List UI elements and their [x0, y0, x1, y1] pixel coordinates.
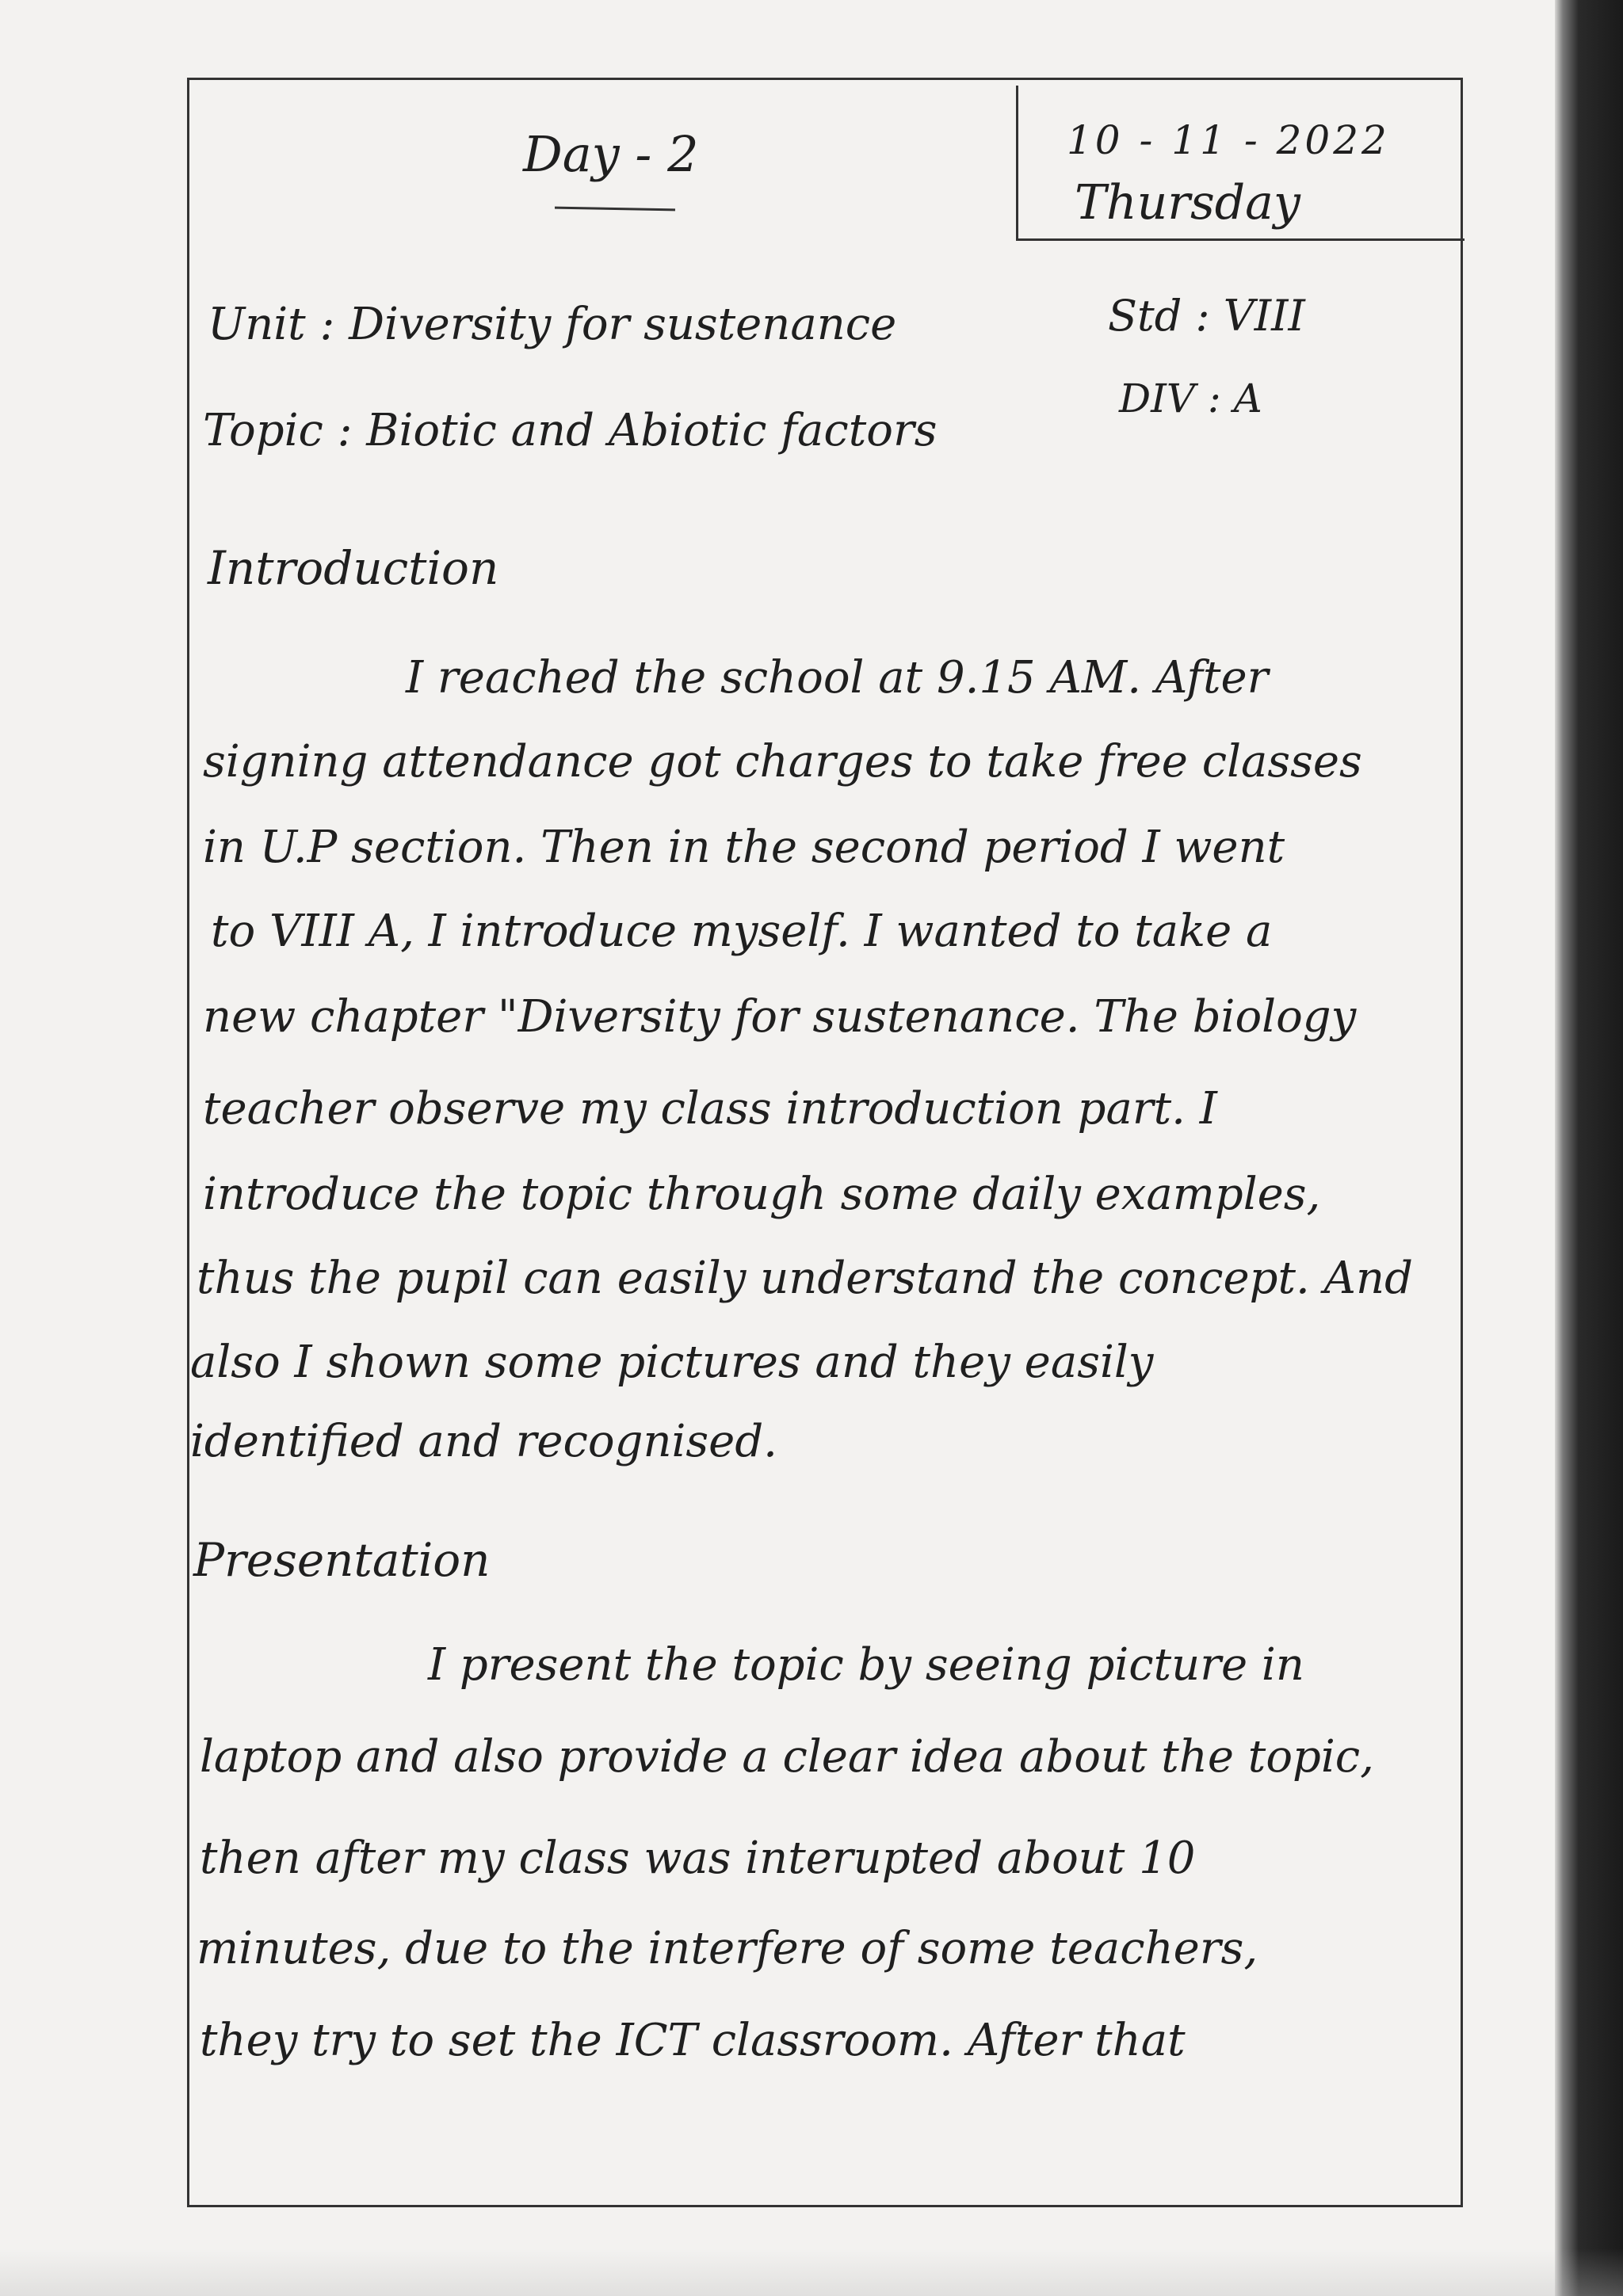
page-border: [187, 78, 1463, 2207]
topic-line: Topic : Biotic and Abiotic factors: [203, 405, 938, 456]
intro-line: new chapter "Diversity for sustenance. The biology: [203, 991, 1357, 1043]
presentation-line: minutes, due to the interfere of some teachers,: [197, 1923, 1258, 1974]
intro-line: teacher observe my class introduction part. I: [203, 1083, 1217, 1135]
intro-line: I reached the school at 9.15 AM. After: [406, 652, 1269, 704]
day-title: Day - 2: [523, 125, 699, 183]
presentation-heading: Presentation: [193, 1533, 491, 1587]
intro-line: to VIII A, I introduce myself. I wanted to take a: [211, 906, 1273, 957]
page-shadow: [0, 2248, 1623, 2296]
introduction-heading: Introduction: [208, 541, 499, 595]
std-line: Std : VIII: [1108, 291, 1305, 341]
intro-line: thus the pupil can easily understand the concept. And: [197, 1253, 1413, 1304]
div-line: DIV : A: [1119, 376, 1262, 421]
intro-line: signing attendance got charges to take free classes: [203, 736, 1362, 788]
intro-line: also I shown some pictures and they easily: [190, 1337, 1154, 1388]
weekday: Thursday: [1075, 175, 1300, 231]
notebook-edge: [1555, 0, 1623, 2296]
presentation-line: they try to set the ICT classroom. After that: [200, 2015, 1186, 2066]
presentation-line: I present the topic by seeing picture in: [428, 1639, 1304, 1691]
date: 10 - 11 - 2022: [1067, 117, 1390, 163]
intro-line: introduce the topic through some daily examples,: [203, 1169, 1321, 1220]
intro-line: in U.P section. Then in the second period I went: [203, 822, 1285, 873]
intro-line: identified and recognised.: [190, 1416, 777, 1467]
presentation-line: laptop and also provide a clear idea about the topic,: [200, 1731, 1374, 1783]
unit-line: Unit : Diversity for sustenance: [208, 299, 897, 350]
presentation-line: then after my class was interupted about 10: [200, 1833, 1196, 1884]
